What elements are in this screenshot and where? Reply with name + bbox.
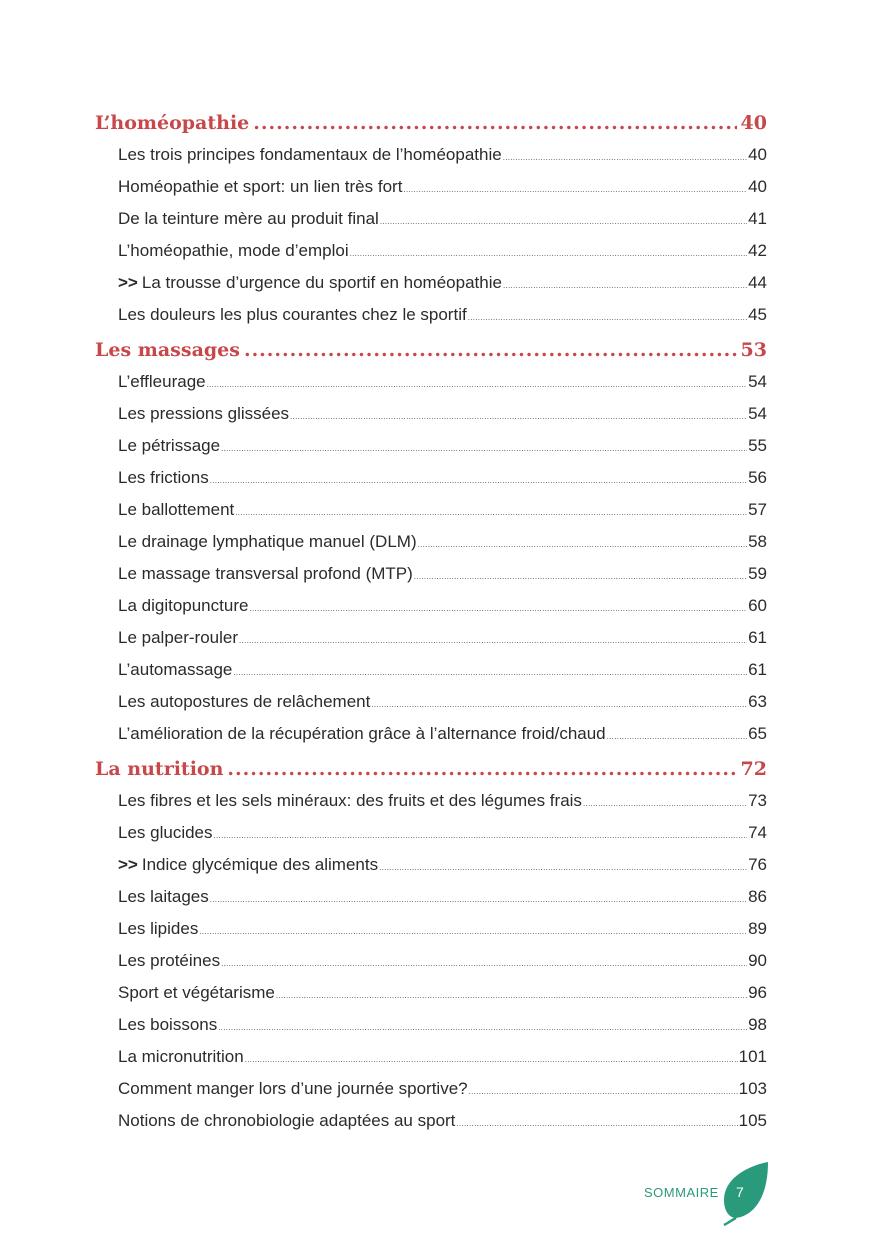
- entry-title-text: Les frictions: [118, 468, 209, 487]
- entry-title-text: Les autopostures de relâchement: [118, 692, 371, 711]
- entry-page-number: 55: [748, 436, 767, 455]
- dot-leader: [583, 799, 747, 808]
- dot-leader: [468, 313, 747, 322]
- dot-leader: [249, 604, 747, 613]
- entry-title: [118, 404, 289, 424]
- entry-title: [118, 1079, 468, 1099]
- toc-entry[interactable]: [118, 305, 767, 337]
- entry-title-text: L’effleurage: [118, 372, 206, 391]
- entry-title: [118, 532, 417, 552]
- entry-title: [118, 887, 209, 907]
- dot-leader: [245, 1055, 738, 1064]
- toc-entry[interactable]: [118, 1047, 767, 1079]
- entry-page-number: 98: [748, 1015, 767, 1034]
- dot-leader: [214, 831, 748, 840]
- entry-title: [118, 209, 379, 229]
- toc-entry[interactable]: [118, 145, 767, 177]
- entry-page-number: 74: [748, 823, 767, 842]
- entry-title-text: Les trois principes fondamentaux de l’homéopathie: [118, 145, 502, 164]
- dot-leader: [218, 1023, 747, 1032]
- toc-entry[interactable]: [118, 724, 767, 756]
- entry-page-number: 59: [748, 564, 767, 583]
- dot-leader: [403, 185, 747, 194]
- page-number: 7: [736, 1184, 744, 1200]
- entry-page-number: 54: [748, 372, 767, 391]
- entry-page-number: 61: [748, 660, 767, 679]
- entry-title-text: Les pressions glissées: [118, 404, 290, 423]
- entry-page-number: 57: [748, 500, 767, 519]
- entry-title: [118, 628, 238, 648]
- dot-leader: [418, 540, 747, 549]
- dot-leader: [233, 668, 747, 677]
- toc-entry[interactable]: [118, 887, 767, 919]
- toc-entry[interactable]: [118, 692, 767, 724]
- section-page-number: 72: [740, 758, 767, 780]
- entry-title: [118, 791, 582, 811]
- entry-title-text: Les protéines: [118, 951, 221, 970]
- entry-title-text: Homéopathie et sport: un lien très fort: [118, 177, 403, 196]
- entry-title: [118, 468, 209, 488]
- entry-title: [118, 1015, 217, 1035]
- entry-page-number: 45: [748, 305, 767, 324]
- toc-entry[interactable]: [118, 1015, 767, 1047]
- toc-entry[interactable]: [118, 628, 767, 660]
- dot-leader: [503, 281, 747, 290]
- entry-title: [118, 855, 378, 875]
- entry-title-text: Les boissons: [118, 1015, 218, 1034]
- dot-leader: [244, 339, 737, 361]
- entry-title-text: Les glucides: [118, 823, 213, 842]
- entry-title: [118, 692, 370, 712]
- entry-title: [118, 145, 502, 165]
- entry-title-text: Comment manger lors d’une journée sportive?: [118, 1079, 468, 1098]
- section-page-number: 53: [740, 339, 767, 361]
- toc-entry[interactable]: [118, 564, 767, 596]
- entry-page-number: 101: [738, 1047, 767, 1066]
- entry-title-text: Les fibres et les sels minéraux: des fruits et des légumes frais: [118, 791, 582, 810]
- entry-page-number: 89: [748, 919, 767, 938]
- entry-title-text: Sport et végétarisme: [118, 983, 275, 1002]
- dot-leader: [235, 508, 747, 517]
- entry-title: [118, 919, 198, 939]
- entry-title-text: La trousse d’urgence du sportif en homéopathie: [141, 273, 502, 292]
- dot-leader: [607, 732, 747, 741]
- entry-page-number: 40: [748, 145, 767, 164]
- entry-title: [118, 660, 232, 680]
- entry-title: [118, 564, 413, 584]
- entry-page-number: 42: [748, 241, 767, 260]
- entry-title: [118, 1047, 244, 1067]
- entry-page-number: 96: [748, 983, 767, 1002]
- entry-page-number: 40: [748, 177, 767, 196]
- toc-section-heading[interactable]: [95, 110, 767, 145]
- entry-title: [118, 951, 220, 971]
- entry-page-number: 63: [748, 692, 767, 711]
- entry-page-number: 61: [748, 628, 767, 647]
- toc-entry[interactable]: [118, 855, 767, 887]
- highlight-marker: >>: [118, 855, 138, 874]
- entry-title: [118, 436, 220, 456]
- table-of-contents: [95, 110, 767, 1143]
- dot-leader: [350, 249, 747, 258]
- entry-title-text: Les lipides: [118, 919, 199, 938]
- section-page-number: 40: [740, 112, 767, 134]
- entry-title-text: Le palper-rouler: [118, 628, 239, 647]
- entry-title: [118, 983, 275, 1003]
- entry-page-number: 86: [748, 887, 767, 906]
- section-title: L’homéopathie: [95, 112, 250, 134]
- entry-page-number: 44: [748, 273, 767, 292]
- section-title: Les massages: [95, 339, 240, 361]
- dot-leader: [239, 636, 747, 645]
- dot-leader: [207, 380, 747, 389]
- dot-leader: [199, 927, 747, 936]
- toc-entry[interactable]: [118, 273, 767, 305]
- entry-title-text: L’homéopathie, mode d’emploi: [118, 241, 349, 260]
- entry-page-number: 60: [748, 596, 767, 615]
- toc-entry[interactable]: [118, 791, 767, 823]
- dot-leader: [380, 217, 747, 226]
- toc-entry[interactable]: [118, 500, 767, 532]
- entry-title: [118, 372, 206, 392]
- entry-title: [118, 724, 606, 744]
- toc-entry[interactable]: [118, 177, 767, 209]
- section-title: La nutrition: [95, 758, 224, 780]
- dot-leader: [221, 444, 747, 453]
- entry-page-number: 90: [748, 951, 767, 970]
- toc-entry[interactable]: [118, 983, 767, 1015]
- page-footer: [640, 1160, 780, 1230]
- toc-entry[interactable]: [118, 1111, 767, 1143]
- dot-leader: [379, 863, 747, 872]
- entry-title-text: Le ballottement: [118, 500, 235, 519]
- footer-label: SOMMAIRE: [644, 1185, 719, 1200]
- toc-entry[interactable]: [118, 596, 767, 628]
- entry-title-text: De la teinture mère au produit final: [118, 209, 379, 228]
- entry-title: [118, 823, 213, 843]
- entry-page-number: 73: [748, 791, 767, 810]
- dot-leader: [371, 700, 747, 709]
- toc-entry[interactable]: [118, 404, 767, 436]
- entry-page-number: 54: [748, 404, 767, 423]
- toc-entry[interactable]: [118, 372, 767, 404]
- entry-title-text: L’automassage: [118, 660, 233, 679]
- dot-leader: [414, 572, 747, 581]
- toc-section-heading[interactable]: [95, 337, 767, 372]
- entry-page-number: 58: [748, 532, 767, 551]
- dot-leader: [210, 476, 747, 485]
- entry-title: [118, 500, 234, 520]
- entry-page-number: 103: [738, 1079, 767, 1098]
- dot-leader: [253, 112, 736, 134]
- dot-leader: [276, 991, 747, 1000]
- entry-page-number: 105: [738, 1111, 767, 1130]
- toc-entry[interactable]: [118, 660, 767, 692]
- entry-title-text: Indice glycémique des aliments: [141, 855, 379, 874]
- toc-entry[interactable]: [118, 951, 767, 983]
- dot-leader: [456, 1119, 737, 1128]
- entry-title: [118, 241, 349, 261]
- toc-entry[interactable]: [118, 919, 767, 951]
- toc-section-heading[interactable]: [95, 756, 767, 791]
- entry-title-text: La digitopuncture: [118, 596, 249, 615]
- entry-title-text: L’amélioration de la récupération grâce à l’alternance froid/chaud: [118, 724, 606, 743]
- toc-entry[interactable]: [118, 209, 767, 241]
- entry-title: [118, 177, 402, 197]
- toc-entry[interactable]: [118, 468, 767, 500]
- toc-entry[interactable]: [118, 1079, 767, 1111]
- dot-leader: [290, 412, 747, 421]
- toc-entry[interactable]: [118, 241, 767, 273]
- entry-title: [118, 305, 467, 325]
- dot-leader: [221, 959, 747, 968]
- entry-title-text: Le massage transversal profond (MTP): [118, 564, 413, 583]
- entry-page-number: 41: [748, 209, 767, 228]
- toc-entry[interactable]: [118, 532, 767, 564]
- dot-leader: [469, 1087, 738, 1096]
- entry-page-number: 56: [748, 468, 767, 487]
- dot-leader: [210, 895, 747, 904]
- entry-title-text: Les laitages: [118, 887, 209, 906]
- toc-entry[interactable]: [118, 823, 767, 855]
- entry-title: [118, 596, 248, 616]
- leaf-icon: [718, 1160, 772, 1226]
- entry-page-number: 65: [748, 724, 767, 743]
- entry-title-text: La micronutrition: [118, 1047, 244, 1066]
- entry-title: [118, 1111, 455, 1131]
- entry-title-text: Les douleurs les plus courantes chez le sportif: [118, 305, 467, 324]
- entry-title-text: Notions de chronobiologie adaptées au sport: [118, 1111, 456, 1130]
- highlight-marker: >>: [118, 273, 138, 292]
- entry-page-number: 76: [748, 855, 767, 874]
- entry-title: [118, 273, 502, 293]
- dot-leader: [503, 153, 747, 162]
- entry-title-text: Le pétrissage: [118, 436, 221, 455]
- dot-leader: [227, 758, 736, 780]
- toc-entry[interactable]: [118, 436, 767, 468]
- entry-title-text: Le drainage lymphatique manuel (DLM): [118, 532, 417, 551]
